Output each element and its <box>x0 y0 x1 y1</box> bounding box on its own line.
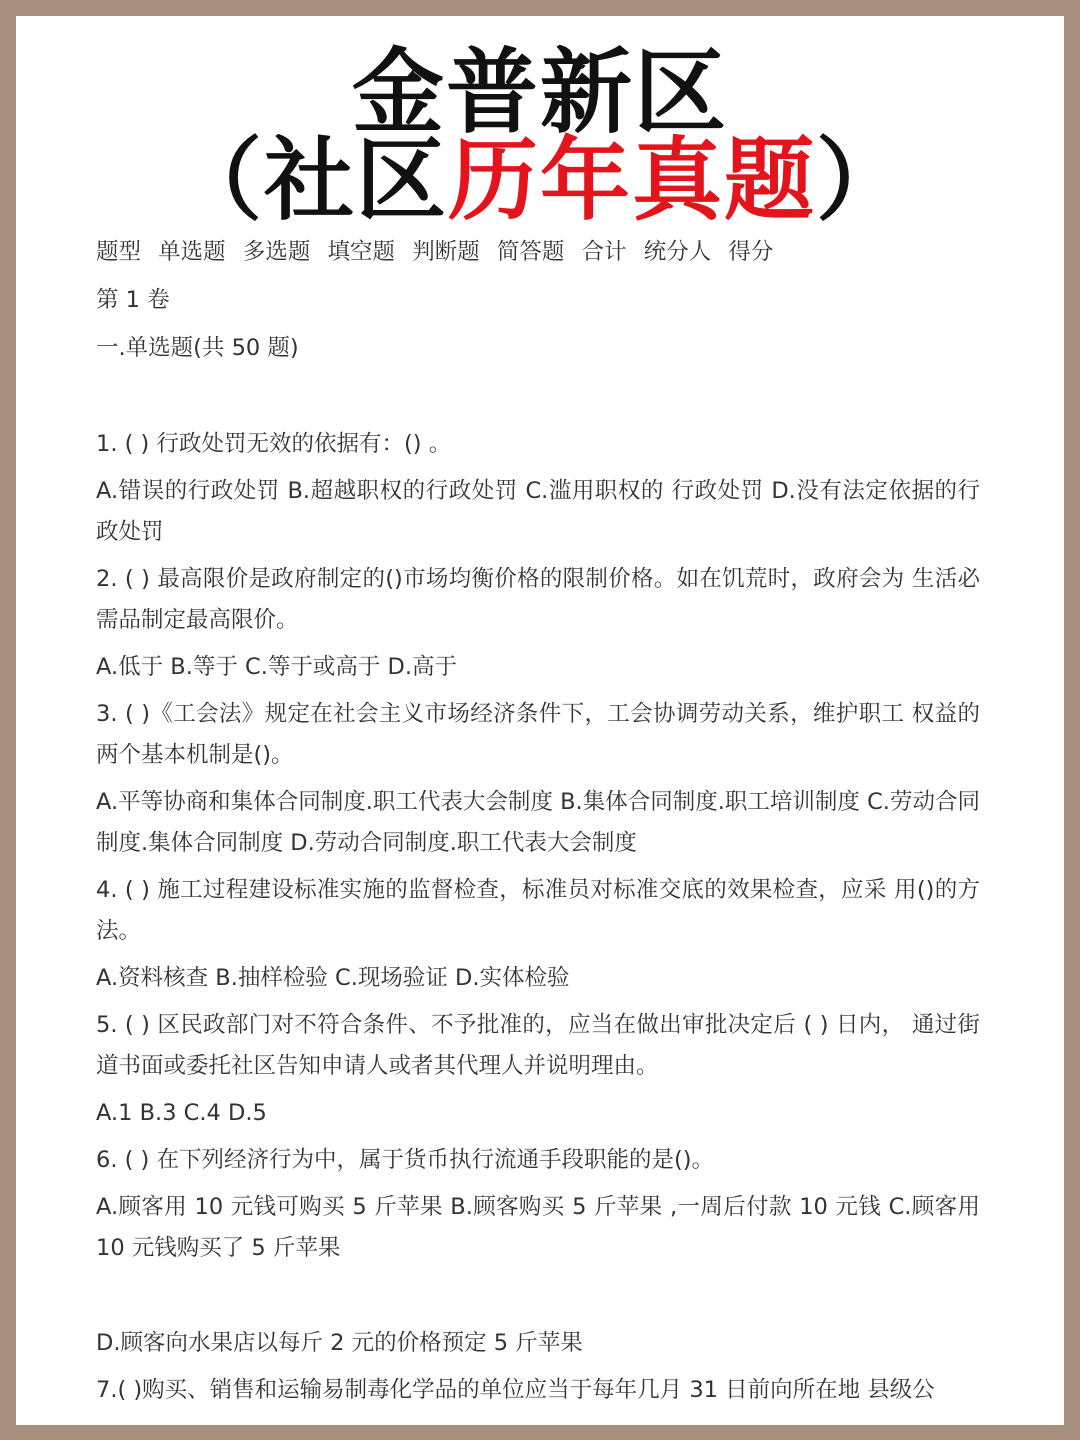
header-item: 统分人 <box>643 239 712 265</box>
header-item: 合计 <box>581 239 627 265</box>
question-4-options: A.资料核查 B.抽样检验 C.现场验证 D.实体检验 <box>96 965 570 991</box>
question-2: 2. ( ) 最高限价是政府制定的()市场均衡价格的限制价格。如在饥荒时，政府会为 生活必需品制定最高限价。 <box>96 566 980 633</box>
question-3-options: A.平等协商和集体合同制度.职工代表大会制度 B.集体合同制度.职工培训制度 C.劳动合同制度.集体合同制度 D.劳动合同制度.职工代表大会制度 <box>96 789 980 856</box>
question-6-option-d: D.顾客向水果店以每斤 2 元的价格预定 5 斤苹果 <box>96 1330 583 1356</box>
volume-label: 第 1 卷 <box>96 287 170 313</box>
score-table-header <box>96 234 980 270</box>
header-item: 多选题 <box>242 239 311 265</box>
title-suffix: ） <box>816 127 908 233</box>
question-5: 5. ( ) 区民政部门对不符合条件、不予批准的，应当在做出审批决定后 ( ) 日内， 通过街道书面或委托社区告知申请人或者其代理人并说明理由。 <box>96 1012 980 1079</box>
section-heading: 一.单选题(共 50 题) <box>96 335 299 361</box>
title-line-2 <box>16 128 1064 232</box>
header-item: 单选题 <box>158 239 226 265</box>
question-6-options: A.顾客用 10 元钱可购买 5 斤苹果 B.顾客购买 5 斤苹果 ,一周后付款 10 元钱 C.顾客用 10 元钱购买了 5 斤苹果 <box>96 1194 980 1261</box>
header-item: 题型 <box>96 239 142 265</box>
exam-content <box>96 234 980 1417</box>
question-1-options: A.错误的行政处罚 B.超越职权的行政处罚 C.滥用职权的 行政处罚 D.没有法定依据的行政处罚 <box>96 478 980 545</box>
document-page <box>16 16 1064 1425</box>
header-item: 判断题 <box>412 239 480 265</box>
question-2-options: A.低于 B.等于 C.等于或高于 D.高于 <box>96 654 458 680</box>
header-item: 填空题 <box>327 239 396 265</box>
question-5-options: A.1 B.3 C.4 D.5 <box>96 1100 267 1126</box>
spacer <box>96 1275 980 1323</box>
question-7: 7.( )购买、销售和运输易制毒化学品的单位应当于每年几月 31 日前向所在地 县级公 <box>96 1377 935 1403</box>
header-item: 得分 <box>728 239 774 265</box>
question-1: 1. ( ) 行政处罚无效的依据有：() 。 <box>96 431 452 457</box>
title-line-1: 金普新区 <box>351 38 728 146</box>
title-highlight: 历年真题 <box>448 127 816 233</box>
title-prefix: （社区 <box>172 127 448 233</box>
question-4: 4. ( ) 施工过程建设标准实施的监督检查，标准员对标准交底的效果检查，应采 用()的方法。 <box>96 877 980 944</box>
question-6: 6. ( ) 在下列经济行为中，属于货币执行流通手段职能的是()。 <box>96 1147 715 1173</box>
question-3: 3. ( )《工会法》规定在社会主义市场经济条件下，工会协调劳动关系，维护职工 权益的两个基本机制是()。 <box>96 701 980 768</box>
header-item: 简答题 <box>496 239 565 265</box>
